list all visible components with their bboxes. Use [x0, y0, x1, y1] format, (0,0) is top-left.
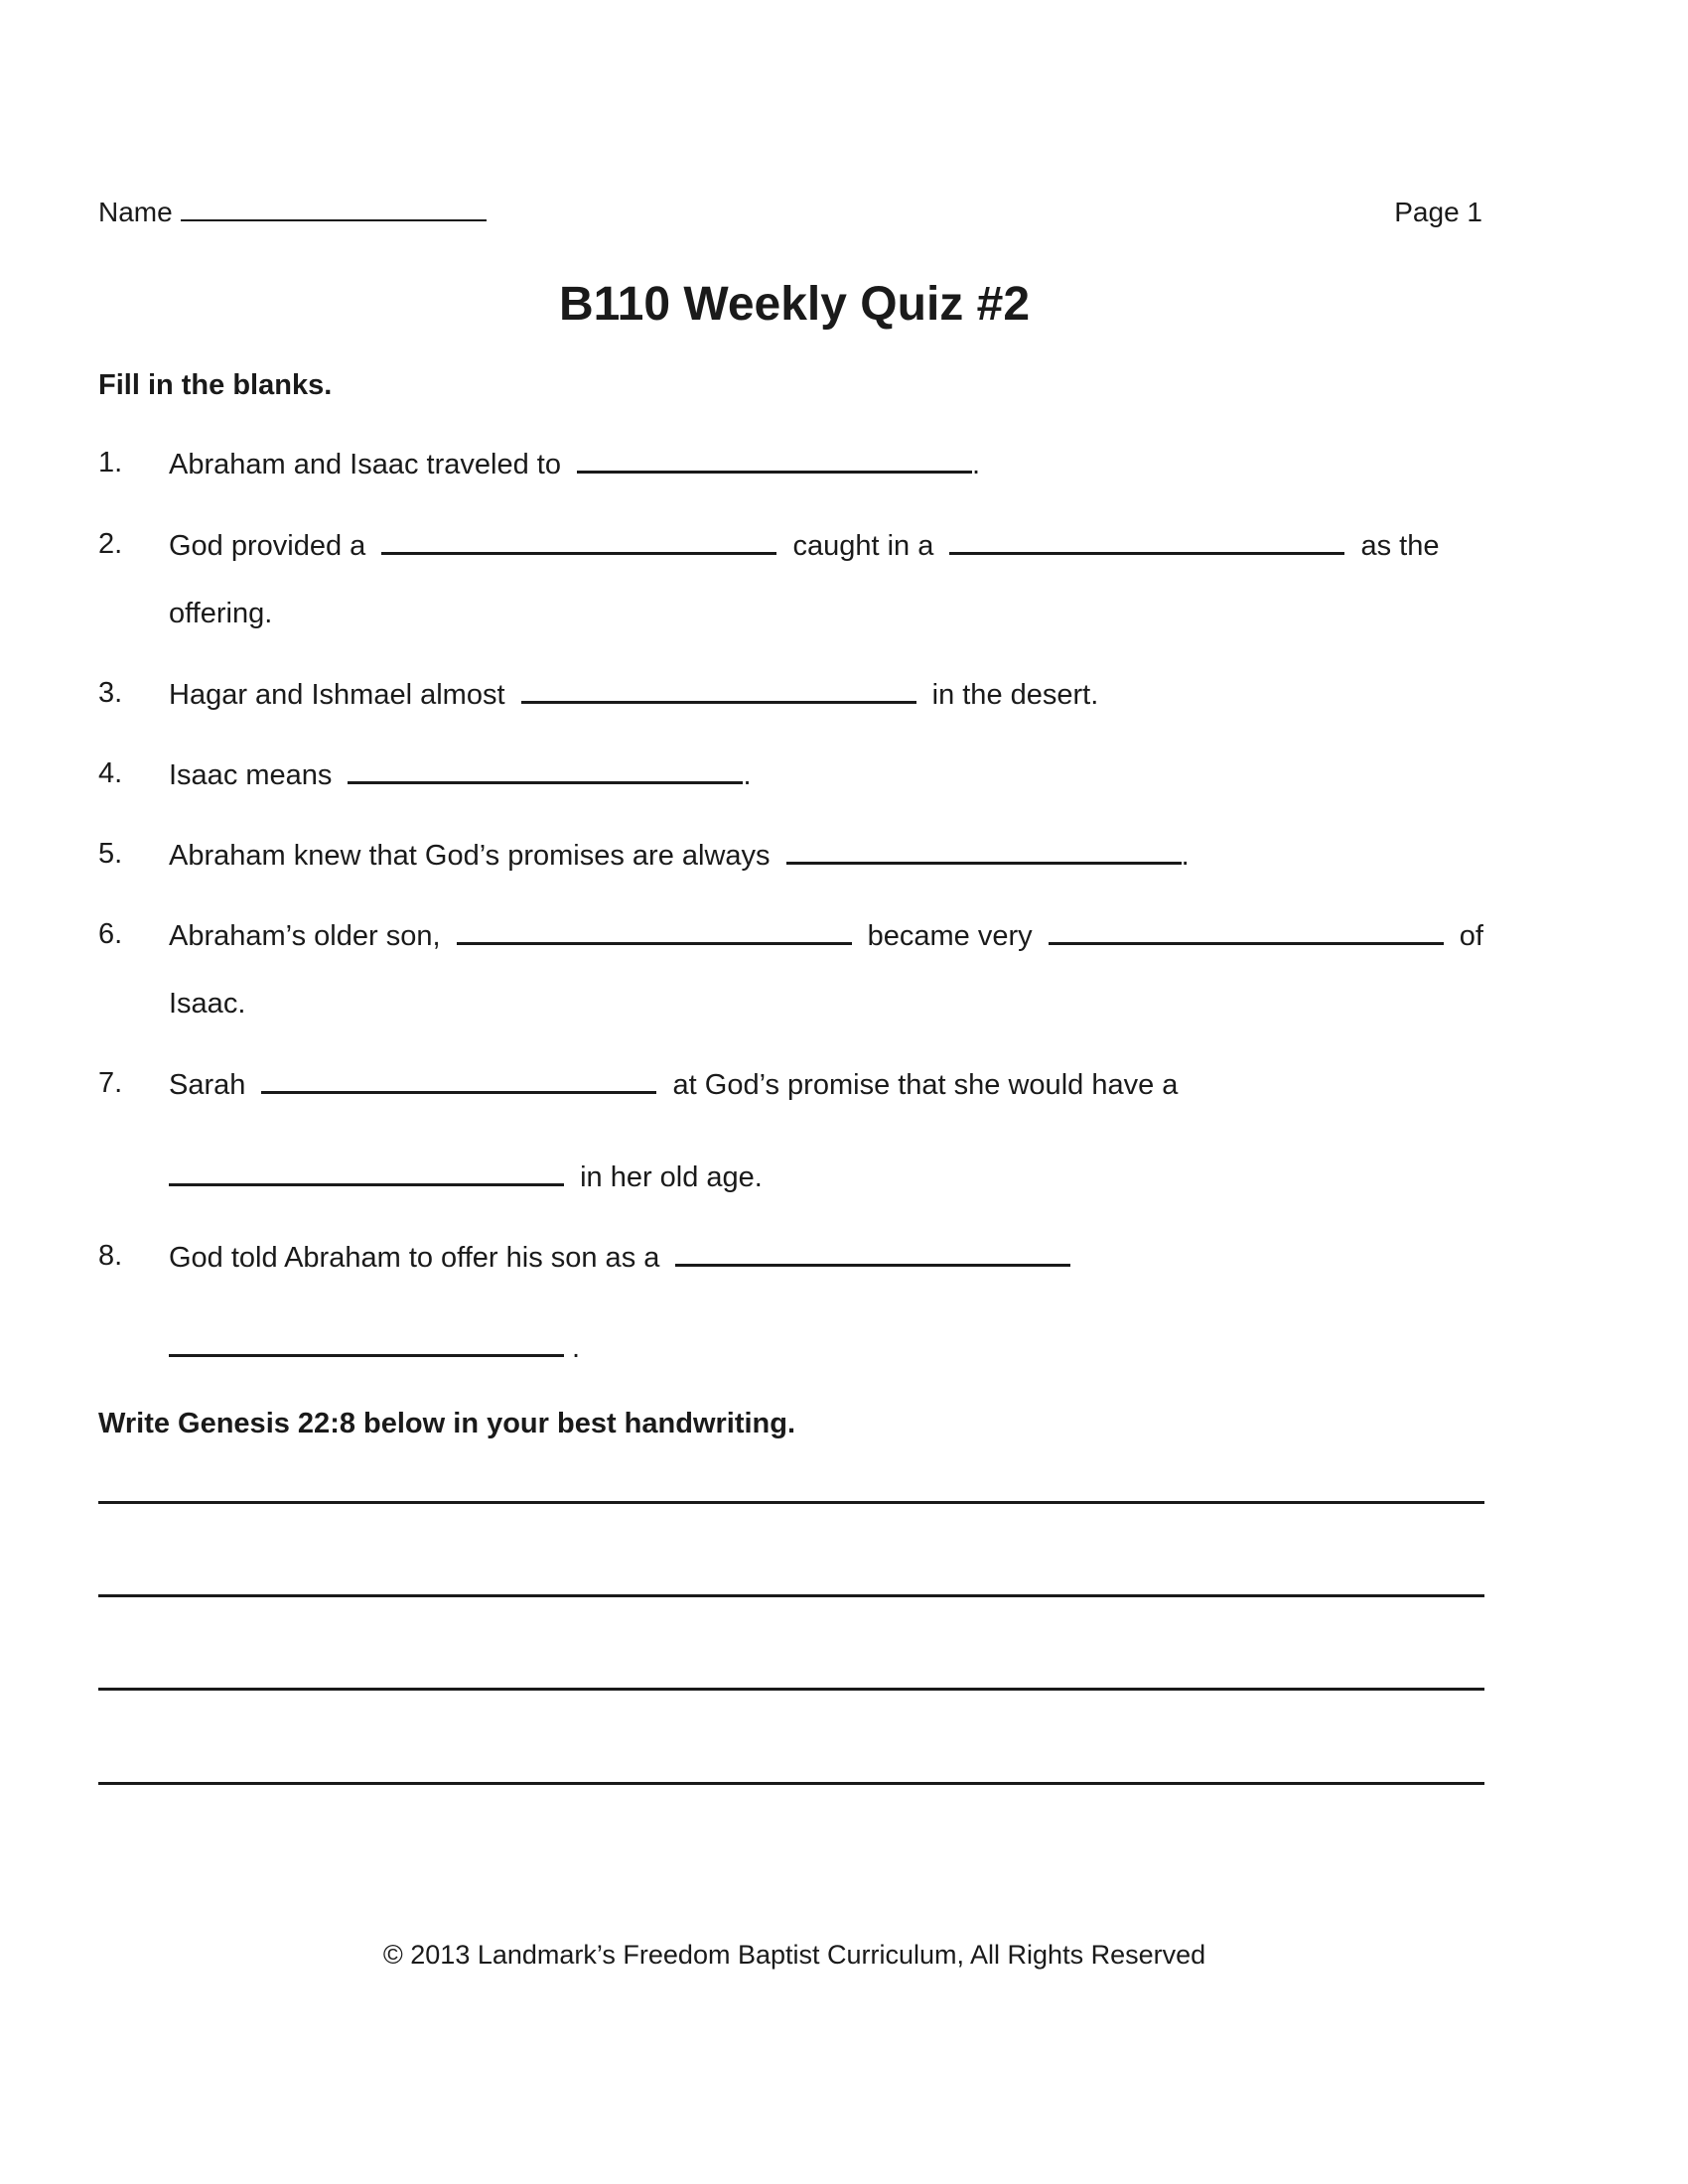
question-text: God provided a: [169, 530, 366, 562]
answer-blank[interactable]: [786, 836, 1182, 865]
question-6-continuation: Isaac.: [169, 988, 246, 1020]
question-text: .: [1181, 840, 1190, 872]
question-text: .: [972, 449, 981, 480]
handwriting-line[interactable]: [98, 1501, 1484, 1504]
question-text: became very: [867, 920, 1033, 952]
instructions: Fill in the blanks.: [98, 369, 333, 401]
page-number: Page 1: [1394, 197, 1482, 227]
copyright-footer: © 2013 Landmark’s Freedom Baptist Curriculum, All Rights Reserved: [382, 1940, 1206, 1970]
question-text: Hagar and Ishmael almost: [169, 679, 505, 711]
question-number: 8.: [98, 1240, 123, 1272]
answer-blank[interactable]: [348, 755, 743, 784]
answer-blank[interactable]: [949, 526, 1344, 555]
answer-blank[interactable]: [381, 526, 776, 555]
question-text: God told Abraham to offer his son as a: [169, 1242, 660, 1274]
question-number: 6.: [98, 918, 123, 950]
handwriting-line[interactable]: [98, 1782, 1484, 1785]
question-text: caught in a: [792, 530, 934, 562]
question-text: .: [743, 759, 752, 791]
answer-blank[interactable]: [457, 916, 852, 945]
name-blank[interactable]: [181, 196, 487, 221]
question-text: Sarah: [169, 1069, 246, 1101]
question-text: Abraham and Isaac traveled to: [169, 449, 561, 480]
answer-blank[interactable]: [577, 445, 972, 474]
name-label: Name: [98, 197, 173, 227]
question-number: 1.: [98, 447, 123, 478]
answer-blank[interactable]: [1049, 916, 1444, 945]
question-text: as the: [1360, 530, 1440, 562]
writing-prompt: Write Genesis 22:8 below in your best handwriting.: [98, 1408, 796, 1439]
question-number: 3.: [98, 677, 123, 709]
question-text: Abraham’s older son,: [169, 920, 441, 952]
question-text: at God’s promise that she would have a: [672, 1069, 1179, 1101]
question-number: 7.: [98, 1067, 123, 1099]
answer-blank[interactable]: [261, 1065, 656, 1094]
question-text: in her old age.: [580, 1161, 763, 1193]
question-number: 4.: [98, 757, 123, 789]
question-text: .: [572, 1332, 581, 1364]
handwriting-line[interactable]: [98, 1594, 1484, 1597]
answer-blank[interactable]: [169, 1328, 564, 1357]
question-2-continuation: offering.: [169, 598, 273, 629]
page-title: B110 Weekly Quiz #2: [558, 278, 1031, 331]
name-field: [98, 196, 487, 229]
answer-blank[interactable]: [521, 675, 916, 704]
question-8-continuation: [169, 1328, 580, 1366]
question-number: 2.: [98, 528, 123, 560]
answer-blank[interactable]: [169, 1158, 564, 1186]
question-text: Abraham knew that God’s promises are always: [169, 840, 771, 872]
question-number: 5.: [98, 838, 123, 870]
question-text: in the desert.: [931, 679, 1099, 711]
answer-blank[interactable]: [675, 1238, 1070, 1267]
handwriting-line[interactable]: [98, 1688, 1484, 1691]
question-text: of: [1459, 920, 1483, 952]
question-7-continuation: [169, 1158, 763, 1195]
question-text: Isaac means: [169, 759, 333, 791]
